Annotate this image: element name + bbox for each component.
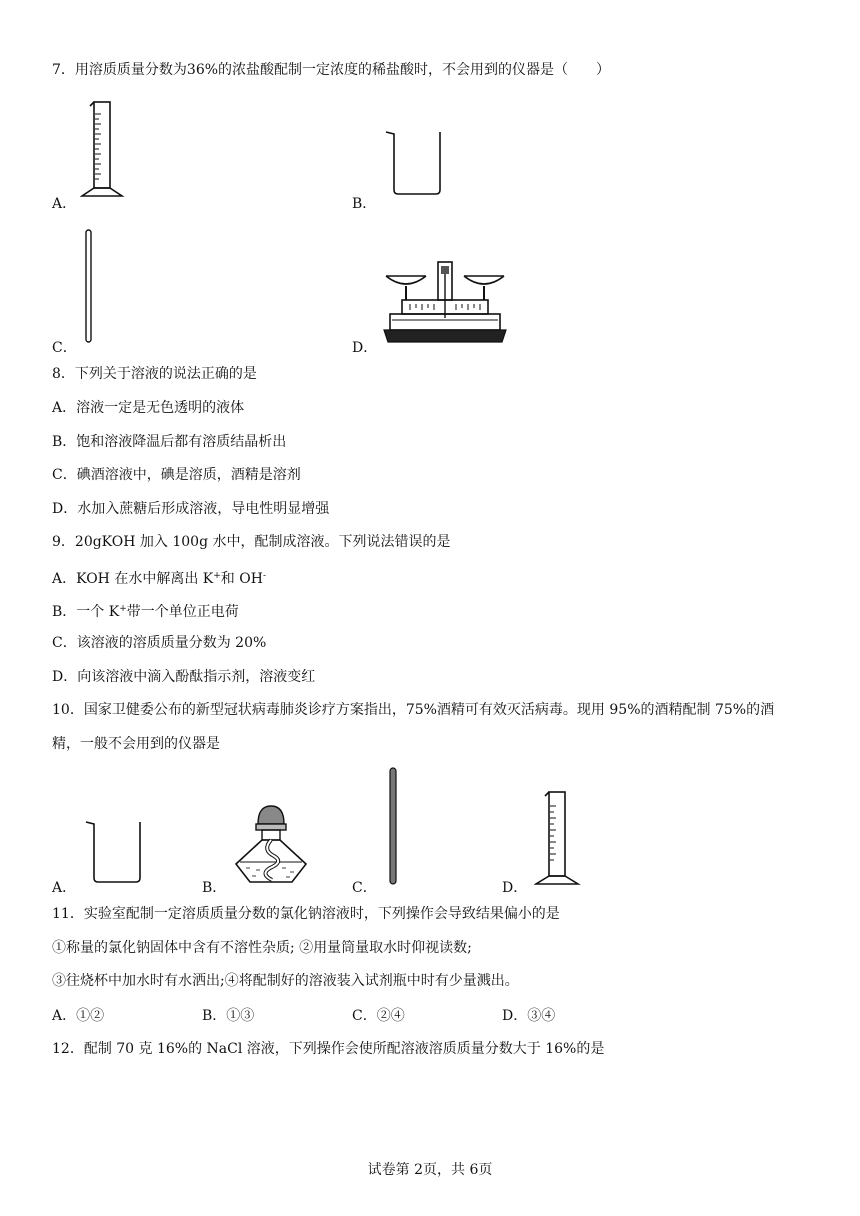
graduated-cylinder-icon: [534, 788, 582, 888]
q9-option-b: B．一个 K+带一个单位正电荷: [52, 604, 239, 620]
q8-stem: 8．下列关于溶液的说法正确的是: [52, 366, 257, 382]
q9-option-c: C．该溶液的溶质质量分数为 20%: [52, 635, 267, 651]
graduated-cylinder-icon: [80, 100, 126, 200]
q10-stem-line1: 10．国家卫健委公布的新型冠状病毒肺炎诊疗方案指出，75%酒精可有效灭活病毒。现用 95%的酒精配制 75%的酒: [52, 702, 775, 718]
glass-rod-icon: [82, 228, 96, 346]
q8-option-a: A．溶液一定是无色透明的液体: [52, 400, 245, 416]
beaker-icon: [382, 128, 444, 198]
q8-option-d: D．水加入蔗糖后形成溶液，导电性明显增强: [52, 501, 330, 517]
q11-option-c: C．②④: [352, 1008, 405, 1024]
q10-option-b: B．: [202, 880, 227, 896]
balance-icon: [380, 258, 510, 346]
q7-option-a: A．: [52, 196, 77, 212]
q11-statement-2: ③往烧杯中加水时有水洒出;④将配制好的溶液装入试剂瓶中时有少量溅出。: [52, 973, 519, 989]
q7-option-c: C．: [52, 340, 77, 356]
q11-option-a: A．①②: [52, 1008, 105, 1024]
q7-stem: 7．用溶质质量分数为36%的浓盐酸配制一定浓度的稀盐酸时，不会用到的仪器是（ ）: [52, 62, 611, 78]
q10-stem-line2: 精，一般不会用到的仪器是: [52, 736, 220, 752]
q10-option-a: A．: [52, 880, 77, 896]
q8-option-c: C．碘酒溶液中，碘是溶质，酒精是溶剂: [52, 467, 301, 483]
q9-option-d: D．向该溶液中滴入酚酞指示剂，溶液变红: [52, 669, 316, 685]
q11-option-b: B．①③: [202, 1008, 255, 1024]
q7-option-d: D．: [352, 340, 378, 356]
q12-stem: 12．配制 70 克 16%的 NaCl 溶液，下列操作会使所配溶液溶质质量分数大于 16%的是: [52, 1041, 605, 1057]
q9-stem: 9．20gKOH 加入 100g 水中，配制成溶液。下列说法错误的是: [52, 534, 451, 550]
q11-option-d: D．③④: [502, 1008, 556, 1024]
q7-option-b: B．: [352, 196, 377, 212]
alcohol-lamp-icon: [232, 800, 310, 886]
q8-option-b: B．饱和溶液降温后都有溶质结晶析出: [52, 434, 287, 450]
beaker-icon: [84, 818, 144, 886]
q11-stem: 11．实验室配制一定溶质质量分数的氯化钠溶液时，下列操作会导致结果偏小的是: [52, 906, 560, 922]
page-footer: 试卷第 2页，共 6页: [367, 1162, 493, 1178]
q10-option-c: C．: [352, 880, 377, 896]
glass-rod-icon: [386, 766, 400, 888]
q9-option-a: A．KOH 在水中解离出 K+和 OH-: [52, 571, 266, 587]
q11-statement-1: ①称量的氯化钠固体中含有不溶性杂质; ②用量筒量取水时仰视读数;: [52, 940, 472, 956]
q10-option-d: D．: [502, 880, 528, 896]
